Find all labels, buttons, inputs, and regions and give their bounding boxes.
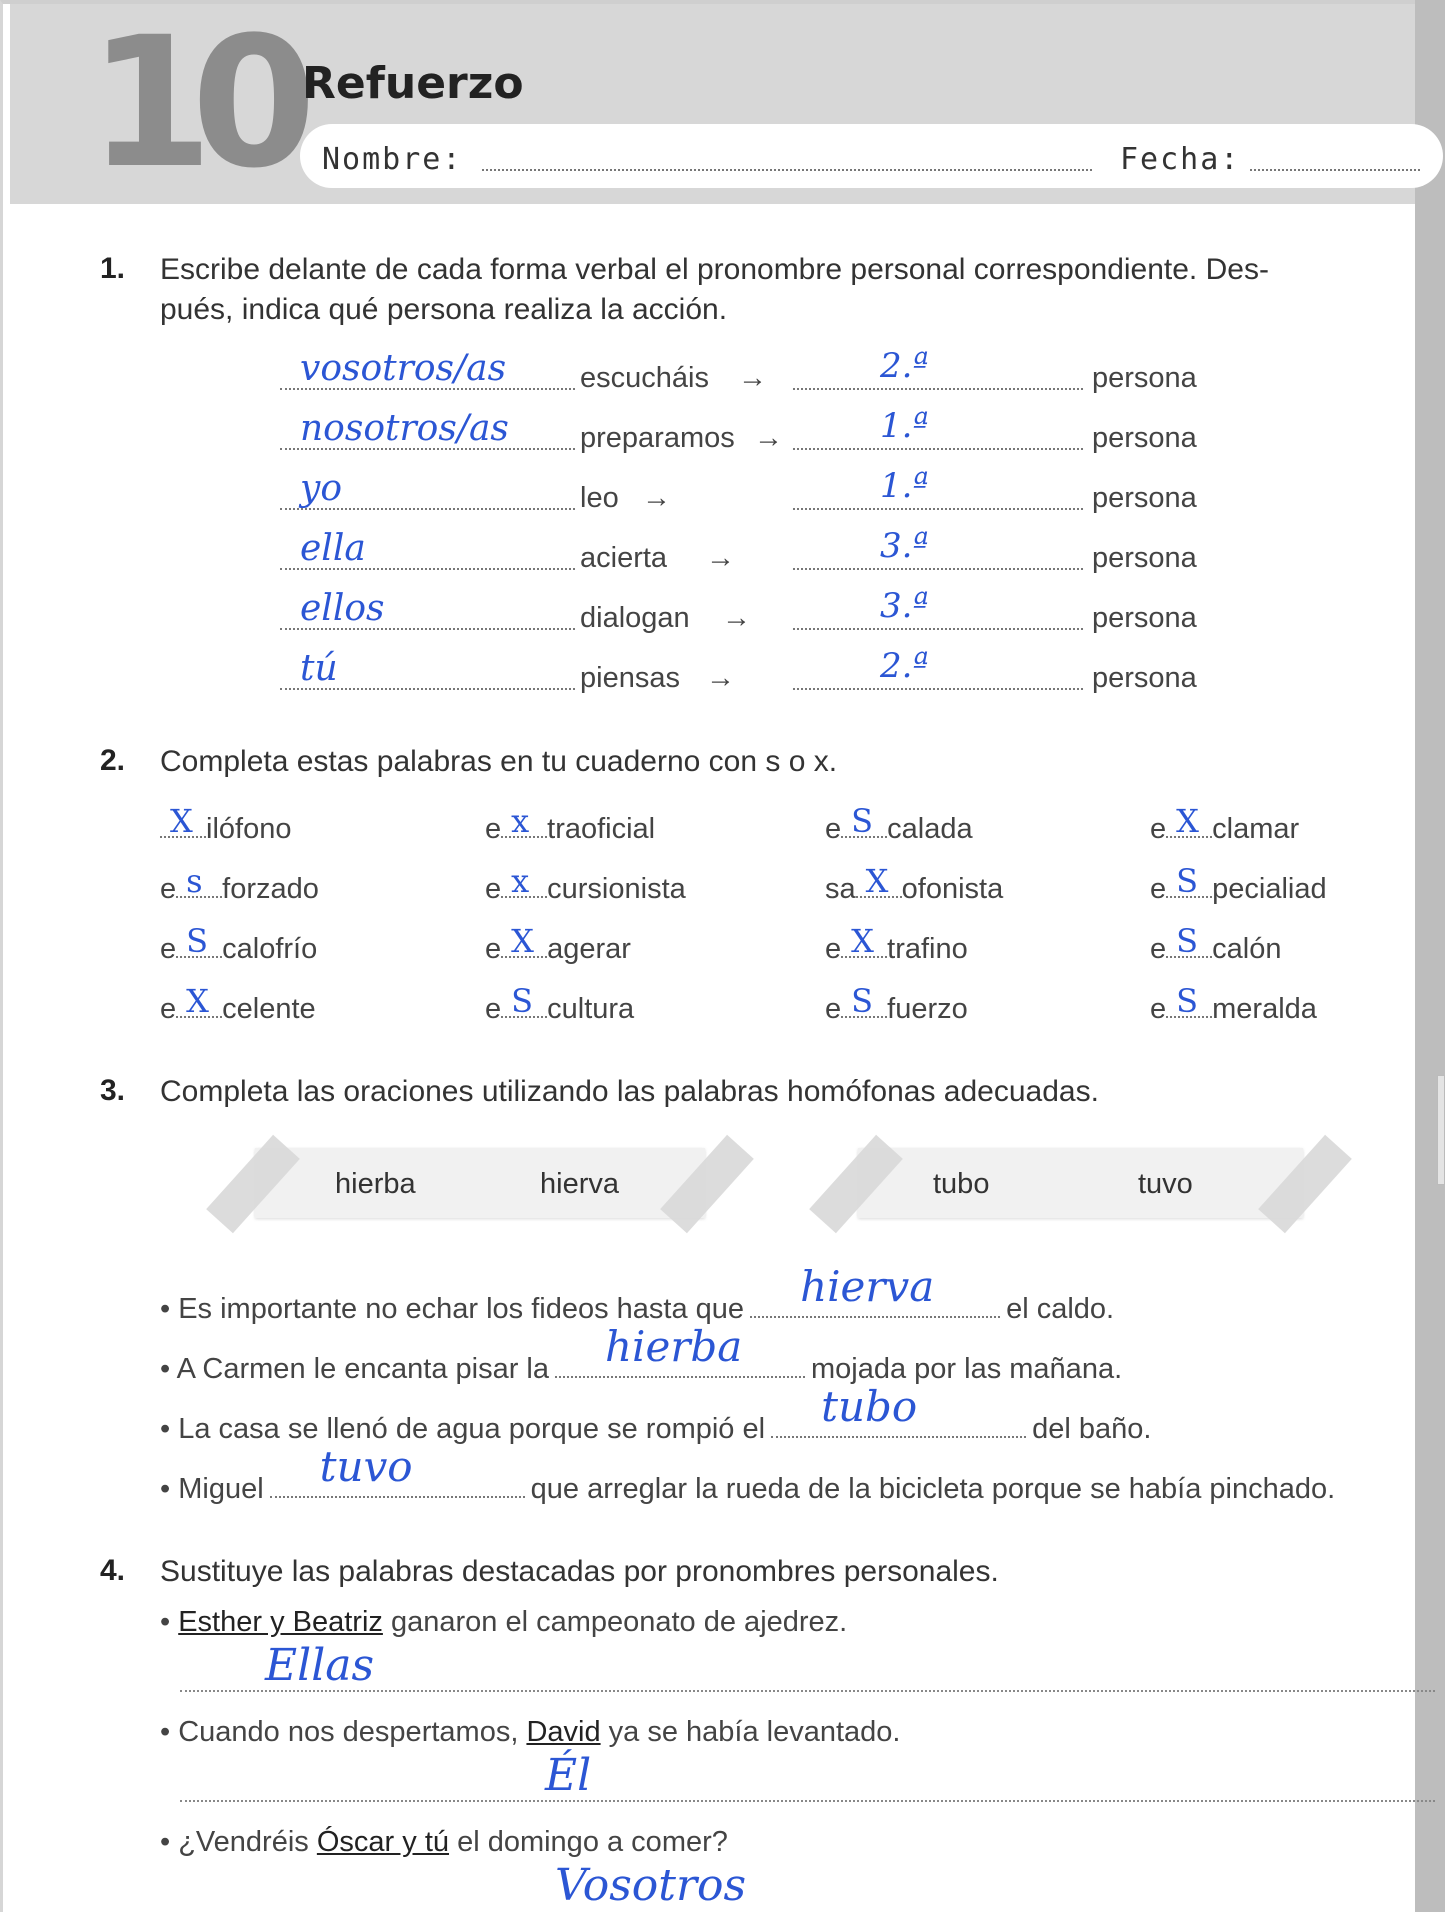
sentence	[160, 1606, 847, 1639]
question-1-number: 1.	[100, 252, 126, 285]
sentence	[160, 1322, 1123, 1386]
word-suffix: calada	[887, 813, 973, 845]
persona-label: persona	[1092, 542, 1197, 574]
word-prefix: e	[1150, 993, 1167, 1025]
letter-blank[interactable]	[841, 922, 887, 960]
letter-blank[interactable]	[501, 862, 547, 900]
word-prefix: e	[485, 813, 502, 845]
fill-word	[485, 982, 635, 1026]
sentence-before: La casa se llenó de agua porque se rompió el	[178, 1413, 766, 1445]
homophone-answer: tubo	[821, 1382, 918, 1431]
sentence-after: ganaron el campeonato de ajedrez.	[382, 1606, 848, 1638]
persona-label: persona	[1092, 362, 1197, 394]
word-suffix: clamar	[1212, 813, 1300, 845]
pronoun-answer: ella	[300, 528, 366, 569]
fill-word	[1150, 862, 1327, 906]
person-answer: 1.ª	[880, 406, 929, 446]
person-answer-line[interactable]	[793, 508, 1083, 510]
letter-blank[interactable]	[160, 802, 206, 840]
pronoun-answer: Ellas	[265, 1640, 375, 1691]
verb-form: acierta	[580, 542, 668, 574]
fill-word	[485, 922, 631, 966]
verb-form: piensas	[580, 662, 680, 694]
letter-answer: x	[511, 862, 530, 900]
question-1-text-line2: pués, indica qué persona realiza la acción.	[160, 293, 728, 326]
highlighted-words: Óscar y tú	[316, 1826, 450, 1858]
bullet: •	[160, 1353, 177, 1385]
bullet: •	[160, 1716, 179, 1748]
fill-word	[485, 802, 656, 846]
persona-label: persona	[1092, 602, 1197, 634]
person-answer: 2.ª	[880, 646, 929, 686]
question-1-text-line1: Escribe delante de cada forma verbal el pronombre personal correspondiente. Des-	[160, 253, 1269, 286]
fill-word	[1150, 802, 1300, 846]
word-prefix: e	[1150, 873, 1167, 905]
worksheet-header	[10, 0, 1415, 208]
letter-blank[interactable]	[1166, 862, 1212, 900]
arrow-icon: →	[754, 422, 783, 454]
bullet: •	[160, 1473, 179, 1505]
word-suffix: cursionista	[547, 873, 686, 905]
homophone-answer: tuvo	[319, 1442, 413, 1491]
letter-answer: X	[1176, 802, 1199, 840]
word-suffix: trafino	[887, 933, 968, 965]
arrow-icon: →	[706, 542, 735, 574]
bullet: •	[160, 1413, 179, 1445]
word-prefix: e	[825, 813, 842, 845]
name-input-line[interactable]	[482, 169, 1092, 171]
pronoun-answer: Vosotros	[555, 1860, 747, 1911]
sentence-before: Miguel	[178, 1473, 264, 1505]
word-suffix: fuerzo	[887, 993, 968, 1025]
word-suffix: forzado	[222, 873, 319, 905]
letter-answer: x	[511, 802, 530, 840]
scroll-thumb[interactable]	[1437, 1075, 1445, 1185]
sentence-before: Es importante no echar los fideos hasta que	[178, 1293, 745, 1325]
arrow-icon: →	[706, 662, 735, 694]
person-answer-line[interactable]	[793, 568, 1083, 570]
pronoun-answer: Él	[545, 1750, 592, 1801]
tape-word: tubo	[933, 1168, 990, 1200]
fill-word	[160, 982, 316, 1026]
word-prefix: e	[160, 933, 177, 965]
letter-answer: s	[186, 862, 203, 900]
word-prefix: e	[485, 993, 502, 1025]
question-4-text: Sustituye las palabras destacadas por pronombres personales.	[160, 1555, 999, 1588]
letter-answer: X	[865, 862, 889, 900]
fill-word	[825, 982, 968, 1026]
letter-blank[interactable]	[856, 862, 902, 900]
tape-word: hierba	[335, 1168, 416, 1200]
persona-label: persona	[1092, 662, 1197, 694]
word-prefix: e	[485, 933, 502, 965]
pronoun-answer: tú	[300, 648, 338, 689]
bullet: •	[160, 1606, 179, 1638]
arrow-icon: →	[642, 482, 671, 514]
question-4-number: 4.	[100, 1554, 126, 1587]
sentence-after: que arreglar la rueda de la bicicleta porque se había pinchado.	[530, 1473, 1336, 1505]
verb-form: escucháis	[580, 362, 709, 394]
word-tape-2	[858, 1148, 1303, 1218]
sentence-after: del baño.	[1032, 1413, 1152, 1445]
word-prefix: e	[825, 933, 842, 965]
letter-answer: S	[1176, 982, 1199, 1020]
sentence	[160, 1442, 1336, 1506]
letter-answer: S	[1176, 922, 1199, 960]
letter-blank[interactable]	[1166, 802, 1212, 840]
person-answer: 1.ª	[880, 466, 929, 506]
pronoun-answer: yo	[300, 468, 343, 509]
letter-answer: S	[511, 982, 534, 1020]
word-prefix: e	[485, 873, 502, 905]
letter-answer: X	[186, 982, 209, 1020]
letter-blank[interactable]	[501, 982, 547, 1020]
highlighted-words: David	[526, 1716, 601, 1748]
word-prefix: sa	[825, 873, 856, 905]
pronoun-answer: nosotros/as	[300, 408, 509, 449]
fill-word	[1150, 982, 1317, 1026]
word-suffix: calofrío	[222, 933, 318, 965]
sentence-before: A Carmen le encanta pisar la	[176, 1353, 549, 1385]
letter-answer: X	[851, 922, 874, 960]
bullet: •	[160, 1293, 179, 1325]
question-3-text: Completa las oraciones utilizando las palabras homófonas adecuadas.	[160, 1075, 1099, 1108]
persona-label: persona	[1092, 482, 1197, 514]
fill-word	[485, 862, 686, 906]
sentence	[160, 1382, 1152, 1446]
fill-word	[160, 922, 318, 966]
word-suffix: ofonista	[901, 873, 1004, 905]
question-3-number: 3.	[100, 1074, 126, 1107]
word-prefix: e	[1150, 933, 1167, 965]
letter-answer: X	[170, 802, 193, 840]
word-suffix: meralda	[1212, 993, 1317, 1025]
letter-blank[interactable]	[176, 982, 222, 1020]
sentence-before: ¿Vendréis	[178, 1826, 317, 1858]
question-1-text	[160, 250, 1430, 330]
word-prefix: e	[160, 993, 177, 1025]
word-suffix: agerar	[547, 933, 631, 965]
word-suffix: pecialiad	[1212, 873, 1327, 905]
fill-word	[825, 862, 1004, 906]
letter-answer: S	[851, 802, 874, 840]
verb-form: preparamos	[580, 422, 735, 454]
sentence-after: ya se había levantado.	[600, 1716, 901, 1748]
person-answer-line[interactable]	[793, 448, 1083, 450]
homophone-blank[interactable]	[750, 1262, 1000, 1318]
letter-answer: X	[511, 922, 534, 960]
word-tape-1	[255, 1148, 705, 1218]
fill-word	[825, 922, 968, 966]
sentence	[160, 1262, 1115, 1326]
pronoun-answer: ellos	[300, 588, 385, 629]
person-answer: 3.ª	[880, 586, 929, 626]
sentence	[160, 1716, 900, 1749]
word-prefix: e	[160, 873, 177, 905]
word-suffix: calón	[1212, 933, 1282, 965]
persona-label: persona	[1092, 422, 1197, 454]
word-prefix: e	[825, 993, 842, 1025]
letter-blank[interactable]	[176, 922, 222, 960]
letter-blank[interactable]	[501, 922, 547, 960]
homophone-answer: hierva	[800, 1262, 935, 1311]
sentence-after: el domingo a comer?	[449, 1826, 728, 1858]
letter-blank[interactable]	[501, 802, 547, 840]
question-2-number: 2.	[100, 744, 126, 777]
pronoun-answer: vosotros/as	[300, 348, 507, 389]
letter-blank[interactable]	[1166, 922, 1212, 960]
name-date-field	[300, 124, 1443, 188]
name-label: Nombre:	[322, 142, 463, 177]
letter-blank[interactable]	[176, 862, 222, 900]
sentence-after: el caldo.	[1006, 1293, 1115, 1325]
question-2-text: Completa estas palabras en tu cuaderno con s o x.	[160, 745, 838, 778]
fill-word	[160, 802, 292, 846]
person-answer-line[interactable]	[793, 388, 1083, 390]
highlighted-words: Esther y Beatriz	[178, 1606, 383, 1638]
homophone-blank[interactable]	[771, 1382, 1026, 1438]
tape-word: tuvo	[1138, 1168, 1193, 1200]
fill-word	[160, 862, 319, 906]
verb-form: leo	[580, 482, 619, 514]
letter-blank[interactable]	[1166, 982, 1212, 1020]
letter-answer: S	[186, 922, 209, 960]
word-suffix: cultura	[547, 993, 635, 1025]
unit-number: 10	[88, 0, 295, 208]
tape-word: hierva	[540, 1168, 619, 1200]
homophone-blank[interactable]	[270, 1442, 525, 1498]
date-label: Fecha:	[1120, 142, 1241, 177]
person-answer: 2.ª	[880, 346, 929, 386]
fill-word	[1150, 922, 1282, 966]
fill-word	[825, 802, 973, 846]
homophone-blank[interactable]	[555, 1322, 805, 1378]
letter-blank[interactable]	[841, 982, 887, 1020]
person-answer: 3.ª	[880, 526, 929, 566]
sentence-before: Cuando nos despertamos,	[178, 1716, 527, 1748]
bullet: •	[160, 1826, 179, 1858]
answer-line[interactable]	[180, 1800, 1435, 1802]
word-suffix: ilófono	[206, 813, 292, 845]
person-answer-line[interactable]	[793, 688, 1083, 690]
letter-answer: S	[851, 982, 874, 1020]
word-suffix: traoficial	[547, 813, 656, 845]
letter-blank[interactable]	[841, 802, 887, 840]
arrow-icon: →	[722, 602, 751, 634]
person-answer-line[interactable]	[793, 628, 1083, 630]
word-suffix: celente	[222, 993, 316, 1025]
homophone-answer: hierba	[605, 1322, 743, 1371]
word-prefix: e	[1150, 813, 1167, 845]
date-input-line[interactable]	[1250, 169, 1420, 171]
verb-form: dialogan	[580, 602, 690, 634]
sentence	[160, 1826, 728, 1859]
letter-answer: S	[1176, 862, 1199, 900]
worksheet-title: Refuerzo	[302, 58, 524, 109]
arrow-icon: →	[738, 362, 767, 394]
sentence-after: mojada por las mañana.	[811, 1353, 1123, 1385]
